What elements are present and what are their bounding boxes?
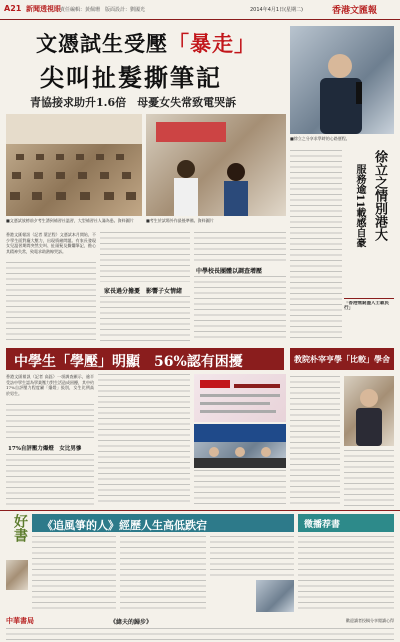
promo-header: 微播荐書 <box>298 514 394 532</box>
book-cover-1 <box>6 560 28 590</box>
publisher-name: 中華書局 <box>6 616 34 625</box>
page-number: A21 <box>4 4 22 13</box>
book-body-col1 <box>32 536 116 612</box>
side-banner: 教院朴宰亨學「比較」學舍 <box>290 348 394 370</box>
issue-date: 2014年4月1日(星期二) <box>250 7 303 13</box>
side-body-col2 <box>344 450 394 506</box>
book-tag: 好書 <box>12 514 28 542</box>
lead-headline-line2: 尖叫扯髮撕筆記 <box>40 63 222 92</box>
quote-box <box>344 298 394 342</box>
scholar-photo <box>344 376 394 446</box>
lead-body-col3 <box>194 232 286 262</box>
exam-hall-caption: ■文憑試放榜前夕考生湧到補習社溫習，大型補習社人滿為患。資料圖片 <box>6 218 134 223</box>
scholar-figure <box>344 376 394 446</box>
lead-body-intro: 香港文匯報訊（記者 葉芷程）文憑試本月開始，不少學生面對龐大壓力，出現情緒問題。有家長發現女兒溫習期間突然尖叫、扯頭髮及撕爛筆記，擔心其精神失常，致電求助熱線哭訴。 <box>6 232 96 254</box>
book-body-col3 <box>210 536 294 578</box>
students-caption: ■考生於試場外作最後準備。資料圖片 <box>146 218 214 223</box>
headline-text: 文憑試生受壓 <box>36 31 168 56</box>
lead-body-col2 <box>100 232 190 282</box>
section-divider <box>0 510 400 511</box>
section-name: 新聞透視眼 <box>26 5 61 13</box>
book-body-col2 <box>120 536 206 612</box>
speaker-vertical-title-1: 徐立之情別港大 <box>372 150 387 241</box>
speaker-photo <box>290 26 394 134</box>
students-figure <box>146 114 286 216</box>
side-body-col1 <box>290 376 340 506</box>
students-photo <box>146 114 286 216</box>
editors-line: 責任編輯：黃佩珊 版面設計：劉國光 <box>60 7 146 13</box>
lead-body-col3b <box>194 276 286 342</box>
middle-body-col1b <box>6 454 94 506</box>
middle-banner: 中學生「學壓」明顯 56%認有困擾 <box>6 348 284 370</box>
middle-body-col3 <box>194 470 286 506</box>
conference-photo <box>194 424 286 468</box>
middle-body-col1 <box>6 404 94 440</box>
speaker-vertical-title-2: 服務逾11載感自豪 <box>354 164 365 248</box>
masthead-logo: 香港文匯報 <box>332 6 378 16</box>
speaker-caption: ■徐立之分享求學時的心路歷程。 <box>290 136 350 141</box>
promo-body <box>298 536 394 612</box>
footer-lines <box>6 628 394 640</box>
featured-book-title: 《緯夫的歸步》 <box>110 619 153 626</box>
lead-subhead-2: 中學校長團體以調查增壓 <box>196 268 263 275</box>
headline-highlight: 「暴走」 <box>168 31 256 56</box>
middle-subhead: 17%自評壓力爆燈 女比男慘 <box>8 446 82 452</box>
chart-panel <box>194 374 286 422</box>
footer-note: 歡迎讀者投稿分享閱讀心得 <box>346 618 394 623</box>
lead-body-col1 <box>6 262 96 342</box>
middle-body-intro: 香港文匯報訊（記者 高鈺）一項調查顯示，逾半受訪中學生認為學業壓力對生活造成困擾，其中約17%自評壓力程度屬「爆燈」級別，女生比例高於男生。 <box>6 374 94 396</box>
book-cover-2 <box>256 580 294 612</box>
middle-body-col2 <box>98 374 190 506</box>
speaker-figure <box>290 26 394 134</box>
exam-hall-figure <box>6 114 142 216</box>
exam-hall-photo <box>6 114 142 216</box>
lead-body-col2b <box>100 296 190 342</box>
page-header <box>0 0 400 20</box>
lead-headline-line1 <box>36 28 256 58</box>
lead-subhead-1: 家長過分擔憂 影響子女情緒 <box>104 288 183 295</box>
quote-text: 「香港無窮盡人士載民行」 <box>344 301 389 311</box>
book-banner: 《追風箏的人》經歷人生高低跌宕 <box>32 514 294 532</box>
speaker-body-col1 <box>290 150 342 342</box>
lead-subheadline: 青協接求助升1.6倍 母憂女失常致電哭訴 <box>30 96 237 109</box>
conference-figure <box>194 424 286 468</box>
survey-graphic <box>194 374 286 422</box>
